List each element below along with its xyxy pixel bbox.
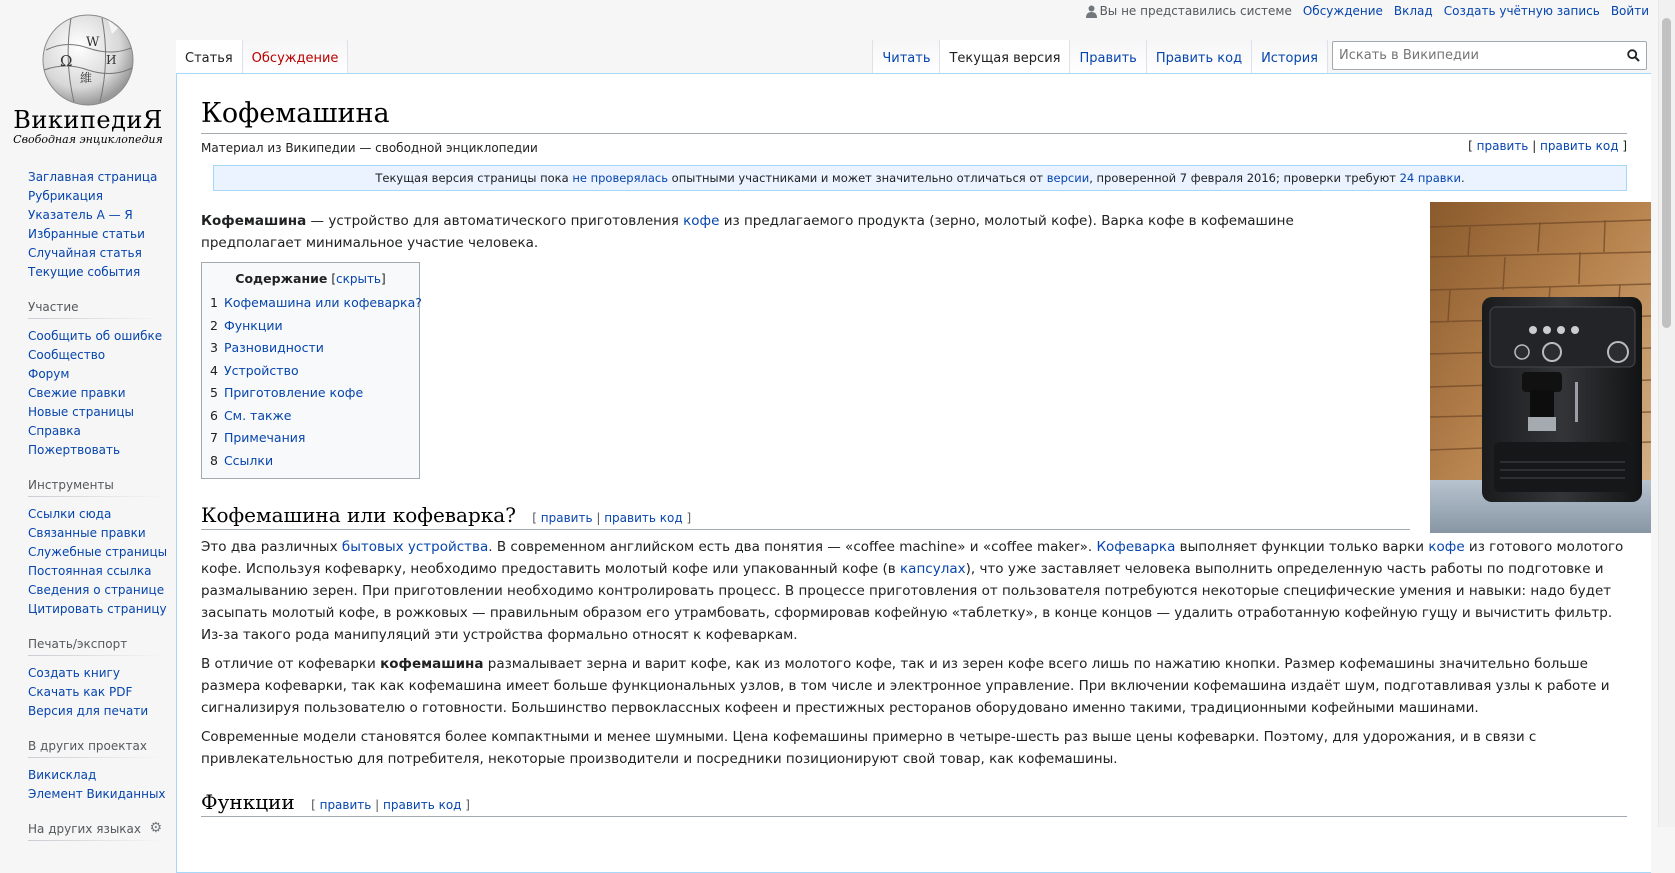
notice-text: опытными участниками и может значительно отличаться от [668, 171, 1047, 186]
capsules-link[interactable]: капсулах [900, 561, 966, 578]
coffee-maker-link[interactable]: Кофеварка [1096, 539, 1176, 556]
sidebar-item [28, 683, 176, 702]
tab-label: Обсуждение [251, 51, 339, 66]
sidebar-item [28, 785, 176, 804]
pending-edits-link[interactable]: 24 правки [1399, 171, 1461, 186]
anon-label: Вы не представились системе [1099, 4, 1292, 18]
scrollbar-thumb[interactable] [1662, 18, 1671, 328]
section-edit-source-link[interactable]: править код [383, 798, 462, 813]
contributions-link[interactable]: Вклад [1393, 4, 1433, 18]
scrollbar[interactable] [1658, 0, 1675, 827]
sidebar-item [28, 562, 176, 581]
tab-edit[interactable] [1070, 40, 1146, 74]
svg-text:И: И [106, 53, 117, 67]
search-input[interactable] [1333, 42, 1620, 69]
page-edit-links: [ править | править код ] [1468, 139, 1627, 154]
sidebar-item [28, 346, 176, 365]
toc-number: 1 [210, 295, 218, 311]
print-link[interactable]: Создать книгу [28, 666, 120, 680]
sidebar-item [28, 187, 176, 206]
namespace-tabs [176, 40, 348, 74]
section-heading [201, 503, 1410, 530]
section-edit-links: [ править | править код ] [311, 798, 470, 813]
tab-talk[interactable] [243, 40, 349, 74]
tab-label: Править код [1155, 51, 1243, 66]
tab-label: История [1261, 51, 1318, 66]
portal-heading: Печать/экспорт [28, 637, 162, 656]
bold-term: Кофемашина [201, 213, 307, 230]
text: В отличие от кофеварки [201, 656, 381, 673]
toc-number: 8 [210, 452, 218, 468]
toc-link[interactable]: Кофемашина или кофеварка? [223, 295, 422, 311]
page-title: Кофемашина [201, 74, 1627, 134]
paragraph [201, 536, 1627, 646]
talk-link[interactable]: Обсуждение [1302, 4, 1383, 18]
gear-icon[interactable]: ⚙ [149, 820, 162, 836]
sidebar-item [28, 327, 176, 346]
toc-title: Содержание [скрыть] [235, 271, 386, 287]
nav-link[interactable]: Текущие события [28, 265, 141, 279]
search-box [1332, 41, 1647, 70]
toc-number: 6 [210, 407, 218, 423]
toc-item[interactable] [210, 315, 411, 338]
toc-number: 3 [210, 340, 218, 356]
sidebar-item [28, 263, 176, 282]
sidebar-item [28, 244, 176, 263]
table-of-contents [201, 262, 420, 479]
section-heading [201, 790, 1627, 817]
view-tabs [872, 40, 1328, 74]
coffee-machine-image[interactable] [1430, 202, 1651, 533]
toc-link[interactable]: Функции [223, 317, 283, 333]
sidebar-item [28, 581, 176, 600]
participation-link[interactable]: Сообщество [28, 348, 106, 362]
toc-item[interactable] [210, 292, 422, 315]
household-appliance-link[interactable]: бытовых устройства [341, 539, 489, 556]
toc-item[interactable] [210, 427, 411, 450]
print-link[interactable]: Скачать как PDF [28, 685, 133, 699]
toc-number: 4 [210, 362, 218, 378]
section-edit-link[interactable]: править [540, 511, 593, 526]
anon-user [1086, 4, 1292, 18]
toc-heading: Содержание [235, 271, 328, 287]
intro-paragraph [201, 210, 1371, 254]
create-account-link[interactable]: Создать учётную запись [1443, 4, 1600, 18]
content-area [176, 73, 1651, 873]
puzzle-globe-icon [36, 10, 140, 106]
site-sub-text: Материал из Википедии — свободной энциклопедии [201, 141, 538, 156]
sidebar-item [28, 543, 176, 562]
text: из предлагаемого продукта (зерно, молотый кофе). Варка кофе в кофемашине предполагает минимальное участие человека. [201, 213, 1294, 252]
section-title: Функции [201, 790, 295, 815]
tools-link[interactable]: Постоянная ссылка [28, 564, 152, 578]
sidebar-item [28, 766, 176, 785]
toc-link[interactable]: Примечания [223, 430, 306, 446]
print-link[interactable]: Версия для печати [28, 704, 149, 718]
participation-link[interactable]: Свежие правки [28, 386, 126, 400]
sidebar-item [28, 365, 176, 384]
sidebar-projects [28, 739, 176, 804]
text: — устройство для автоматического приготовления [306, 213, 684, 230]
portal-heading: Инструменты [28, 478, 162, 497]
sidebar [0, 168, 176, 859]
participation-link[interactable]: Форум [28, 367, 70, 381]
sidebar-navigation [28, 168, 176, 282]
toc-number: 5 [210, 385, 218, 401]
toc-link[interactable]: См. также [223, 407, 292, 423]
tools-link[interactable]: Служебные страницы [28, 545, 168, 559]
flagged-revs-notice [213, 165, 1627, 191]
sidebar-item [28, 664, 176, 683]
toc-link[interactable]: Ссылки [223, 452, 274, 468]
toc-item[interactable] [210, 337, 411, 360]
participation-link[interactable]: Справка [28, 424, 81, 438]
tab-edit-source[interactable] [1147, 40, 1252, 74]
coffee-link[interactable]: кофе [1428, 539, 1465, 556]
sidebar-item [28, 505, 176, 524]
section-body [201, 536, 1627, 770]
search-button[interactable] [1620, 42, 1646, 69]
participation-link[interactable]: Новые страницы [28, 405, 134, 419]
user-icon [1086, 5, 1097, 18]
nav-link[interactable]: Рубрикация [28, 189, 103, 203]
portal-heading [28, 822, 162, 841]
logo-tagline: Свободная энциклопедия [13, 133, 163, 146]
login-link[interactable]: Войти [1610, 4, 1649, 18]
svg-text:Ω: Ω [60, 52, 73, 70]
section-edit-links: [ править | править код ] [532, 511, 692, 526]
site-sub [201, 141, 1627, 157]
portal-heading: В других проектах [28, 739, 162, 758]
text: Это два различных [201, 539, 342, 556]
sidebar-item [28, 702, 176, 721]
wikipedia-logo[interactable] [0, 0, 176, 160]
toc-item[interactable] [210, 405, 411, 428]
notice-text: Текущая версия страницы пока [375, 171, 573, 186]
project-link[interactable]: Викисклад [28, 768, 97, 782]
svg-text:W: W [86, 35, 100, 50]
tools-link[interactable]: Связанные правки [28, 526, 146, 540]
toc-hide-link[interactable]: скрыть [336, 272, 381, 287]
section-edit-link[interactable]: править [319, 798, 372, 813]
sidebar-item [28, 441, 176, 460]
section-title: Кофемашина или кофеварка? [201, 503, 516, 528]
tab-label: Править [1079, 51, 1137, 66]
tab-label: Текущая версия [949, 51, 1061, 66]
toc-link[interactable]: Устройство [223, 362, 299, 378]
notice-text: . [1460, 171, 1465, 186]
toc-item[interactable] [210, 450, 411, 473]
participation-link[interactable]: Сообщить об ошибке [28, 329, 163, 343]
tab-read[interactable] [872, 40, 940, 74]
text: . В современном английском есть два понятия — «coffee machine» и «coffee maker». [488, 539, 1097, 556]
project-link[interactable]: Элемент Викиданных [28, 787, 166, 801]
toc-link[interactable]: Приготовление кофе [223, 385, 364, 401]
coffee-link[interactable]: кофе [683, 213, 720, 230]
sidebar-languages [28, 822, 176, 841]
tab-history[interactable] [1252, 40, 1328, 74]
edit-link[interactable]: править [1476, 139, 1529, 154]
tab-label: Читать [882, 51, 931, 66]
toc-link[interactable]: Разновидности [223, 340, 324, 356]
text: ), что уже заставляет человека выполнить определенную часть работы по подготовке и размалыванию зерен. При приготовлении необходимо контролировать процесс. В процессе приготовления от пользователя потребуются некоторые специфические умения и навыки: надо будет засыпать молотый кофе, в рожковых — правильным образом его утрамбовать, сформировав кофейную «таблетку», в конце концов — удалить отработанную кофейную гущу и вычистить фильтр. Из-за такого рода манипуляций эти устройства формально относят к кофеваркам. [201, 561, 1613, 644]
edit-source-link[interactable]: править код [1540, 139, 1619, 154]
nav-link[interactable]: Избранные статьи [28, 227, 145, 241]
sidebar-item [28, 225, 176, 244]
not-reviewed-link[interactable]: не проверялась [572, 171, 669, 186]
participation-link[interactable]: Пожертвовать [28, 443, 121, 457]
toc-item[interactable] [210, 360, 411, 383]
tab-article[interactable] [176, 40, 243, 74]
toc-item[interactable] [210, 382, 411, 405]
languages-heading: На других языках [28, 822, 142, 836]
sidebar-item [28, 403, 176, 422]
bold-term: кофемашина [380, 656, 484, 673]
sidebar-tools [28, 478, 176, 619]
search-icon [1627, 49, 1640, 62]
toc-number: 2 [210, 317, 218, 333]
coffee-machine-photo [1430, 202, 1651, 533]
sidebar-participation [28, 300, 176, 460]
sidebar-item [28, 384, 176, 403]
logo-wordmark: ВикипедиЯ [13, 106, 163, 134]
section-edit-source-link[interactable]: править код [604, 511, 683, 526]
sidebar-print [28, 637, 176, 721]
nav-link[interactable]: Указатель А — Я [28, 208, 133, 222]
version-link[interactable]: версии [1046, 171, 1090, 186]
tools-link[interactable]: Ссылки сюда [28, 507, 112, 521]
text: размалывает зерна и варит кофе, как из молотого кофе, так и из зерен кофе всего лишь по нажатию кнопки. Размер кофемашины значительно больше размера кофеварки, так как кофемашина имеет больше функциональных узлов, в том числе и электронное управление. При включении кофемашина издаёт шум, подготавливая узлы к работе и сигнализируя пользователю о готовности. Большинство первоклассных кофеен и престижных ресторанов оборудовано именно такими, традиционными кофейными машинами. [201, 656, 1610, 717]
text: выполняет функции только варки [1175, 539, 1429, 556]
sidebar-item [28, 524, 176, 543]
tab-label: Статья [185, 51, 233, 66]
portal-heading: Участие [28, 300, 162, 319]
tab-current-version[interactable] [940, 40, 1070, 74]
sidebar-item [28, 206, 176, 225]
sidebar-item [28, 422, 176, 441]
text: из готового молотого кофе. Используя кофеварку, необходимо предоставить молотый кофе или упакованный кофе (в [201, 539, 1624, 578]
tools-link[interactable]: Сведения о странице [28, 583, 165, 597]
svg-text:維: 維 [80, 71, 93, 85]
sidebar-item [28, 600, 176, 619]
nav-link[interactable]: Случайная статья [28, 246, 142, 260]
personal-tools [1086, 4, 1649, 18]
sidebar-item [28, 168, 176, 187]
paragraph [201, 653, 1627, 719]
paragraph: Современные модели становятся более компактными и менее шумными. Цена кофемашины примерно в четыре-шесть раз выше цены кофеварки. Поэтому, для удорожания, и в связи с привлекательностью для потребителя, некоторые производители и посредники позиционируют свой товар, как кофемашины. [201, 729, 1537, 768]
toc-number: 7 [210, 430, 218, 446]
tools-link[interactable]: Цитировать страницу [28, 602, 167, 616]
notice-text: , проверенной 7 февраля 2016; проверки требуют [1089, 171, 1400, 186]
nav-link[interactable]: Заглавная страница [28, 170, 158, 184]
